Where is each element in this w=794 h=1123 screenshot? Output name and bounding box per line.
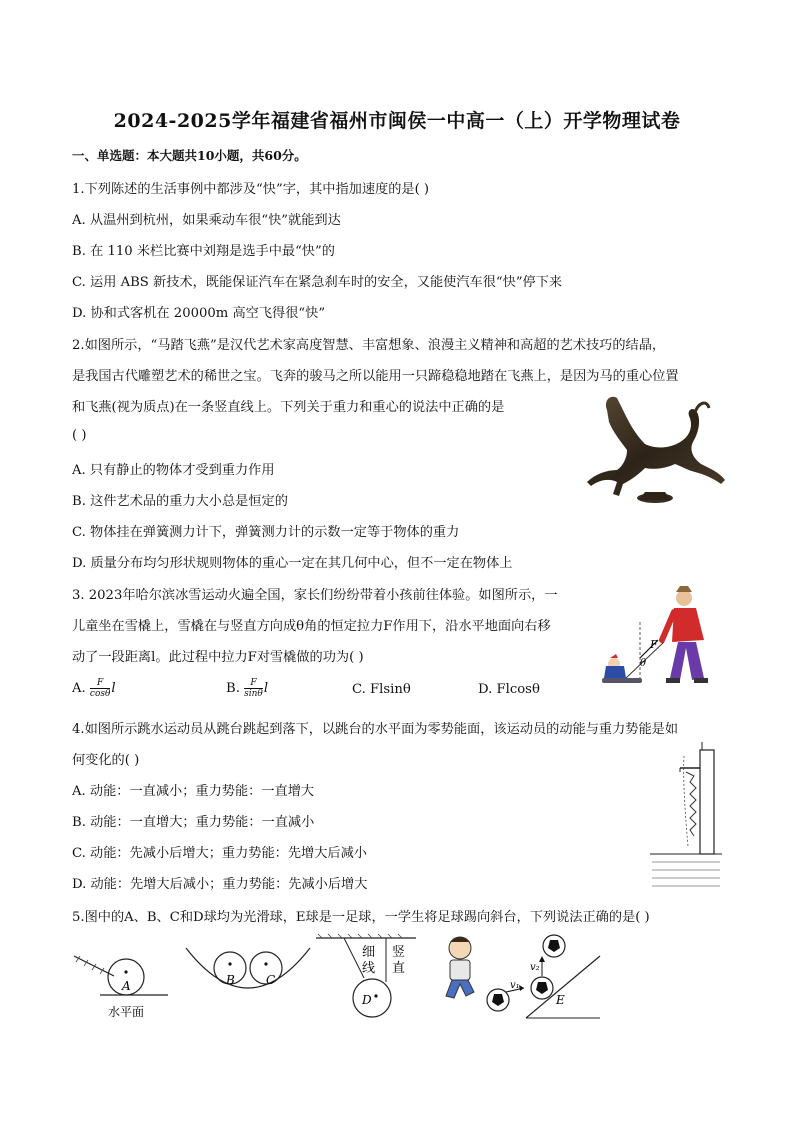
q1-option-a: A. 从温州到杭州，如果乘动车很“快”就能到达 xyxy=(72,213,341,228)
sled-pulling-figure xyxy=(596,582,724,694)
q3-option-a-label: A. xyxy=(72,681,86,696)
q4-option-d: D. 动能：先增大后减小；重力势能：先减小后增大 xyxy=(72,877,368,892)
v2-label: v₂ xyxy=(530,962,540,973)
q3-option-c: C. Flsinθ xyxy=(352,682,411,697)
q2-option-d: D. 质量分布均匀形状规则物体的重心一定在其几何中心，但不一定在物体上 xyxy=(72,556,513,571)
q2-stem-line2: 是我国古代雕塑艺术的稀世之宝。飞奔的骏马之所以能用一只蹄稳稳地踏在飞燕上，是因为马的重心位置 xyxy=(72,369,679,384)
ball-d-figure xyxy=(312,934,422,1018)
q3-option-b-tail: l xyxy=(263,681,269,696)
q3-stem-line1: 3. 2023年哈尔滨冰雪运动火遍全国，家长们纷纷带着小孩前往体验。如图所示，一 xyxy=(72,588,558,603)
q3-option-b-label: B. xyxy=(226,681,240,696)
q1-option-c: C. 运用 ABS 新技术，既能保证汽车在紧急刹车时的安全，又能使汽车很“快”停下来 xyxy=(72,275,563,290)
q3-option-b-fraction xyxy=(244,678,263,699)
q2-option-c: C. 物体挂在弹簧测力计下，弹簧测力计的示数一定等于物体的重力 xyxy=(72,525,460,540)
q3-option-d: D. Flcosθ xyxy=(478,682,540,697)
q1-option-b: B. 在 110 米栏比赛中刘翔是选手中最“快”的 xyxy=(72,244,335,259)
q4-option-c: C. 动能：先减小后增大；重力势能：先增大后减小 xyxy=(72,846,367,861)
vertical-label-2: 直 xyxy=(392,961,406,976)
ball-b-label: B xyxy=(226,973,235,987)
section-heading: 一、单选题：本大题共10小题，共60分。 xyxy=(72,148,307,163)
q3-option-b xyxy=(226,678,268,699)
q2-option-b: B. 这件艺术品的重力大小总是恒定的 xyxy=(72,494,288,509)
string-label-1: 细 xyxy=(362,945,376,960)
q3-option-a-numerator: F xyxy=(90,678,111,689)
balls-bc-figure xyxy=(184,944,312,1000)
q4-option-b: B. 动能：一直增大；重力势能：一直减小 xyxy=(72,815,315,830)
vertical-label-1: 竖 xyxy=(392,945,406,960)
q3-stem-line2: 儿童坐在雪橇上，雪橇在与竖直方向成θ角的恒定拉力F作用下，沿水平地面向右移 xyxy=(72,619,551,634)
ball-a-label: A xyxy=(122,979,131,993)
flying-horse-figure xyxy=(575,388,735,518)
q3-option-a-denominator: cosθ xyxy=(89,689,111,699)
q2-stem-line4: ( ) xyxy=(72,428,87,443)
ground-label: 水平面 xyxy=(108,1005,145,1019)
force-label: F xyxy=(650,638,658,651)
football-e-figure xyxy=(434,930,604,1022)
ball-c-label: C xyxy=(266,973,276,987)
ball-a-figure xyxy=(72,950,172,1024)
q2-option-a: A. 只有静止的物体才受到重力作用 xyxy=(72,463,275,478)
q2-stem-line3: 和飞燕(视为质点)在一条竖直线上。下列关于重力和重心的说法中正确的是 xyxy=(72,400,505,415)
q3-option-b-numerator: F xyxy=(244,678,263,689)
angle-label: θ xyxy=(640,658,647,669)
diving-platform-figure xyxy=(650,742,722,890)
q2-stem-line1: 2.如图所示，“马踏飞燕”是汉代艺术家高度智慧、丰富想象、浪漫主义精神和高超的艺术技巧的结晶， xyxy=(72,338,666,353)
string-label-2: 线 xyxy=(362,961,376,976)
q4-stem-line1: 4.如图所示跳水运动员从跳台跳起到落下，以跳台的水平面为零势能面，该运动员的动能与重力势能是如 xyxy=(72,722,679,737)
ball-d-label: D xyxy=(362,993,372,1007)
q3-stem-line3: 动了一段距离l。此过程中拉力F对雪橇做的功为( ) xyxy=(72,650,364,665)
q3-option-a-fraction xyxy=(90,678,111,699)
q5-stem: 5.图中的A、B、C和D球均为光滑球，E球是一足球，一学生将足球踢向斜台，下列说法正确的是( ) xyxy=(72,910,650,925)
q4-option-a: A. 动能：一直减小；重力势能：一直增大 xyxy=(72,784,315,799)
q1-option-d: D. 协和式客机在 20000m 高空飞得很“快” xyxy=(72,306,326,321)
ball-e-label: E xyxy=(556,993,565,1007)
q4-stem-line2: 何变化的( ) xyxy=(72,753,140,768)
v1-label: v₁ xyxy=(510,980,520,991)
q1-stem: 1.下列陈述的生活事例中都涉及“快”字，其中指加速度的是( ) xyxy=(72,182,430,197)
q3-option-a-tail: l xyxy=(111,681,116,696)
page-title: 2024-2025学年福建省福州市闽侯一中高一（上）开学物理试卷 xyxy=(113,110,681,132)
q3-option-a xyxy=(72,678,116,699)
q3-option-b-denominator: sinθ xyxy=(244,689,263,699)
